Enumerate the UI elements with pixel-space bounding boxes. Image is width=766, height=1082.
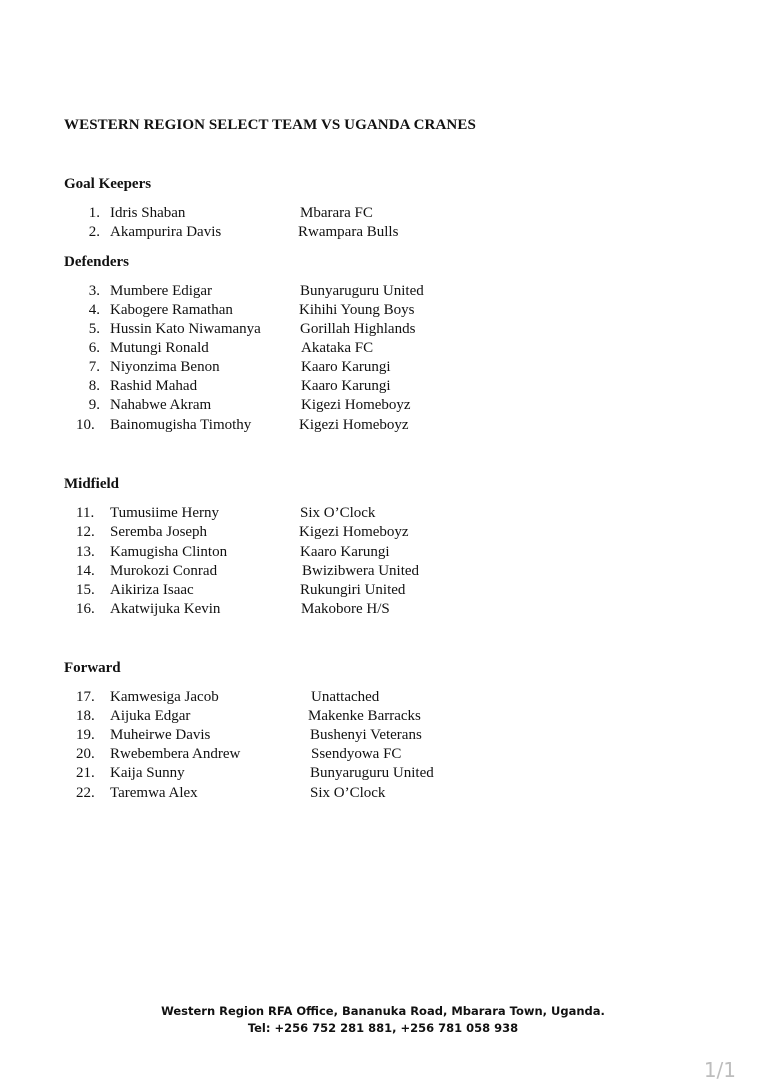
player-number: 12.	[76, 524, 95, 540]
list-item	[0, 223, 766, 242]
section-heading-defenders: Defenders	[64, 254, 129, 270]
player-number: 3.	[88, 283, 100, 299]
list-item	[0, 688, 766, 707]
player-number: 8.	[88, 378, 100, 394]
list-item	[0, 320, 766, 339]
player-name: Niyonzima Benon	[110, 359, 220, 375]
list-item	[0, 745, 766, 764]
player-name: Idris Shaban	[110, 205, 186, 221]
list-item	[0, 562, 766, 581]
list-item	[0, 707, 766, 726]
player-name: Rashid Mahad	[110, 378, 198, 394]
player-club: Rwampara Bulls	[298, 224, 399, 240]
player-club: Kigezi Homeboyz	[299, 524, 409, 540]
player-number: 1.	[88, 205, 100, 221]
list-item	[0, 764, 766, 783]
player-number: 21.	[76, 765, 95, 781]
list-item	[0, 282, 766, 301]
list-item	[0, 581, 766, 600]
player-club: Kihihi Young Boys	[299, 302, 415, 318]
player-name: Mumbere Edigar	[110, 283, 213, 299]
player-club: Akataka FC	[301, 340, 374, 356]
list-item	[0, 726, 766, 745]
page-indicator: 1/1	[703, 1058, 736, 1082]
player-club: Kaaro Karungi	[301, 378, 391, 394]
player-club: Makobore H/S	[301, 601, 390, 617]
player-club: Gorillah Highlands	[300, 321, 416, 337]
player-number: 20.	[76, 746, 95, 762]
player-name: Kabogere Ramathan	[110, 302, 233, 318]
player-name: Akampurira Davis	[110, 224, 222, 240]
player-name: Mutungi Ronald	[110, 340, 209, 356]
player-number: 15.	[76, 582, 95, 598]
player-club: Kigezi Homeboyz	[299, 417, 409, 433]
player-number: 9.	[88, 397, 100, 413]
player-club: Bunyaruguru United	[300, 283, 424, 299]
player-club: Unattached	[311, 689, 380, 705]
list-item	[0, 523, 766, 542]
section-heading-goal-keepers: Goal Keepers	[64, 176, 152, 192]
player-club: Six O’Clock	[310, 785, 386, 801]
player-number: 17.	[76, 689, 95, 705]
footer-address: Western Region RFA Office, Bananuka Road, Mbarara Town, Uganda.	[161, 1004, 605, 1018]
player-club: Mbarara FC	[300, 205, 373, 221]
list-item	[0, 396, 766, 415]
player-club: Ssendyowa FC	[311, 746, 402, 762]
player-club: Bushenyi Veterans	[310, 727, 422, 743]
list-item	[0, 600, 766, 619]
player-name: Tumusiime Herny	[110, 505, 220, 521]
list-item	[0, 339, 766, 358]
player-club: Bwizibwera United	[302, 563, 420, 579]
player-number: 18.	[76, 708, 95, 724]
list-item	[0, 543, 766, 562]
player-club: Bunyaruguru United	[310, 765, 434, 781]
page-title: WESTERN REGION SELECT TEAM VS UGANDA CRANES	[64, 117, 476, 133]
player-name: Seremba Joseph	[110, 524, 208, 540]
player-number: 22.	[76, 785, 95, 801]
player-number: 13.	[76, 544, 95, 560]
player-number: 16.	[76, 601, 95, 617]
footer-phone: Tel: +256 752 281 881, +256 781 058 938	[247, 1021, 519, 1035]
player-name: Hussin Kato Niwamanya	[110, 321, 261, 337]
player-name: Aijuka Edgar	[110, 708, 191, 724]
player-name: Kaija Sunny	[110, 765, 185, 781]
player-number: 19.	[76, 727, 95, 743]
player-name: Rwebembera Andrew	[110, 746, 241, 762]
list-item	[0, 204, 766, 223]
section-heading-midfield: Midfield	[64, 476, 119, 492]
player-name: Kamwesiga Jacob	[110, 689, 219, 705]
list-item	[0, 416, 766, 435]
player-club: Makenke Barracks	[308, 708, 421, 724]
player-name: Taremwa Alex	[110, 785, 198, 801]
player-club: Kigezi Homeboyz	[301, 397, 411, 413]
player-number: 6.	[88, 340, 100, 356]
player-club: Rukungiri United	[300, 582, 406, 598]
player-club: Kaaro Karungi	[301, 359, 391, 375]
player-club: Kaaro Karungi	[300, 544, 390, 560]
list-item	[0, 301, 766, 320]
player-name: Bainomugisha Timothy	[110, 417, 252, 433]
player-number: 10.	[76, 417, 95, 433]
list-item	[0, 377, 766, 396]
player-number: 4.	[88, 302, 100, 318]
player-name: Akatwijuka Kevin	[110, 601, 221, 617]
list-item	[0, 358, 766, 377]
player-name: Nahabwe Akram	[110, 397, 212, 413]
player-number: 14.	[76, 563, 95, 579]
player-number: 2.	[88, 224, 100, 240]
player-club: Six O’Clock	[300, 505, 376, 521]
player-number: 11.	[76, 505, 95, 521]
section-heading-forward: Forward	[64, 660, 121, 676]
list-item	[0, 784, 766, 803]
player-name: Kamugisha Clinton	[110, 544, 228, 560]
player-number: 7.	[88, 359, 100, 375]
player-name: Muheirwe Davis	[110, 727, 211, 743]
list-item	[0, 504, 766, 523]
player-number: 5.	[88, 321, 100, 337]
player-name: Aikiriza Isaac	[110, 582, 194, 598]
player-name: Murokozi Conrad	[110, 563, 218, 579]
